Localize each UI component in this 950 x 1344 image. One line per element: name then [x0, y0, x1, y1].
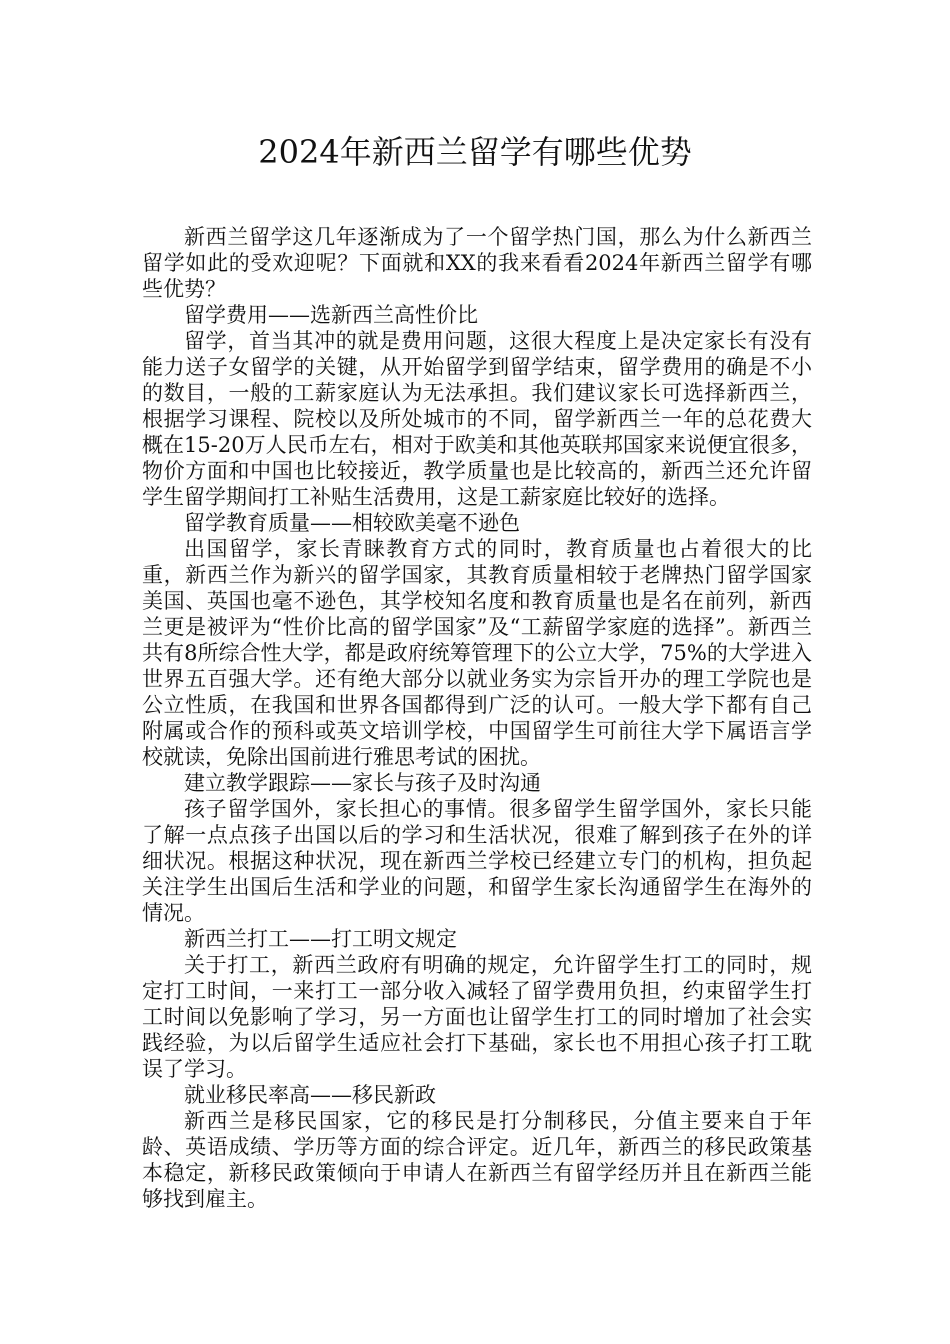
tracking-paragraph: 孩子留学国外，家长担心的事情。很多留学生留学国外，家长只能了解一点点孩子出国以后的学习和生活状况，很难了解到孩子在外的详细状况。根据这种状况，现在新西兰学校已经建立专门的机构，担负起关注学生出国后生活和学业的问题，和留学生家长沟通留学生在海外的情况。 [142, 797, 812, 925]
section-heading-quality: 留学教育质量——相较欧美毫不逊色 [184, 511, 520, 535]
intro-paragraph: 新西兰留学这几年逐渐成为了一个留学热门国，那么为什么新西兰留学如此的受欢迎呢？下面就和XX的我来看看2024年新西兰留学有哪些优势？ [142, 225, 812, 301]
section-heading-cost: 留学费用——选新西兰高性价比 [184, 303, 478, 327]
section-heading-work: 新西兰打工——打工明文规定 [184, 927, 457, 951]
section-heading-tracking: 建立教学跟踪——家长与孩子及时沟通 [184, 771, 541, 795]
section-heading-immigration: 就业移民率高——移民新政 [184, 1083, 436, 1107]
quality-paragraph: 出国留学，家长青睐教育方式的同时，教育质量也占着很大的比重，新西兰作为新兴的留学国家，其教育质量相较于老牌热门留学国家美国、英国也毫不逊色，其学校知名度和教育质量也是名在前列，新西兰更是被评为“性价比高的留学国家”及“工薪留学家庭的选择”。新西兰共有8所综合性大学，都是政府统筹管理下的公立大学，75%的大学进入世界五百强大学。还有绝大部分以就业务实为宗旨开办的理工学院也是公立性质，在我国和世界各国都得到广泛的认可。一般大学下都有自己附属或合作的预科或英文培训学校，中国留学生可前往大学下属语言学校就读，免除出国前进行雅思考试的困扰。 [142, 537, 812, 769]
immigration-paragraph: 新西兰是移民国家，它的移民是打分制移民，分值主要来自于年龄、英语成绩、学历等方面的综合评定。近几年，新西兰的移民政策基本稳定，新移民政策倾向于申请人在新西兰有留学经历并且在新西兰能够找到雇主。 [142, 1109, 812, 1211]
work-paragraph: 关于打工，新西兰政府有明确的规定，允许留学生打工的同时，规定打工时间，一来打工一部分收入减轻了留学费用负担，约束留学生打工时间以免影响了学习，另一方面也让留学生打工的同时增加了社会实践经验，为以后留学生适应社会打下基础，家长也不用担心孩子打工耽误了学习。 [142, 953, 812, 1081]
document-title: 2024年新西兰留学有哪些优势 [258, 133, 692, 171]
document-body [142, 224, 812, 1212]
cost-paragraph: 留学，首当其冲的就是费用问题，这很大程度上是决定家长有没有能力送子女留学的关键，从开始留学到留学结束，留学费用的确是不小的数目，一般的工薪家庭认为无法承担。我们建议家长可选择新西兰，根据学习课程、院校以及所处城市的不同，留学新西兰一年的总花费大概在15-20万人民币左右，相对于欧美和其他英联邦国家来说便宜很多，物价方面和中国也比较接近，教学质量也是比较高的，新西兰还允许留学生留学期间打工补贴生活费用，这是工薪家庭比较好的选择。 [142, 329, 812, 509]
